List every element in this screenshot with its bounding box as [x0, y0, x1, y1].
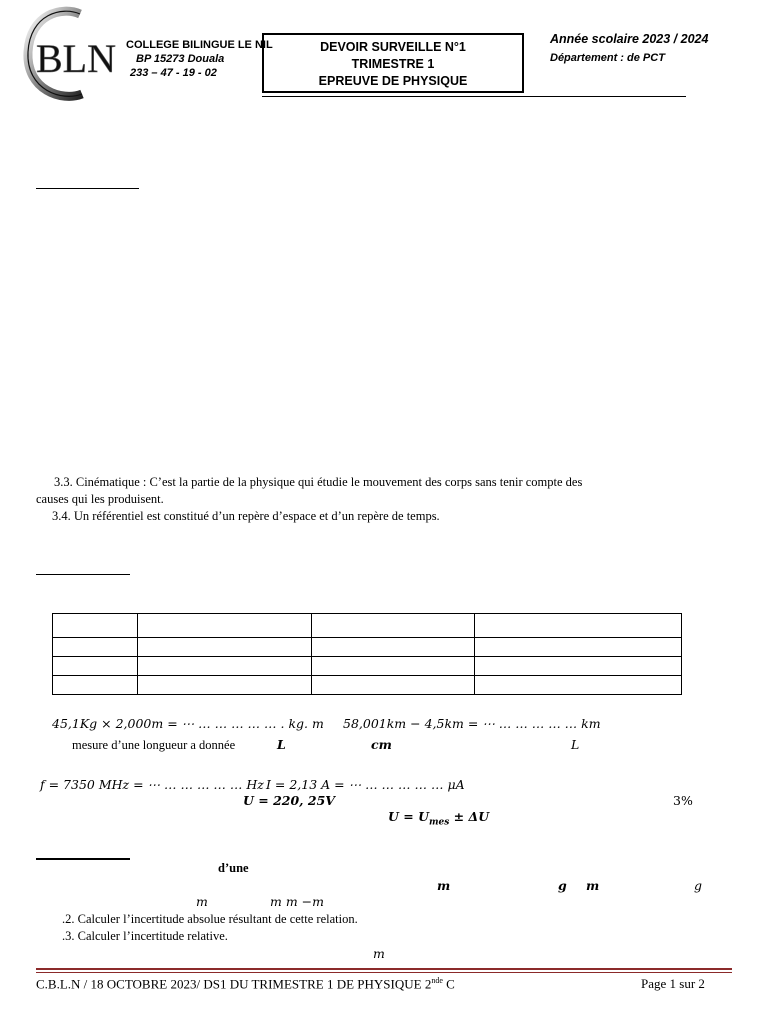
header-rule [262, 96, 686, 97]
section-heading-underline [36, 188, 139, 189]
table-row [53, 676, 682, 695]
question-2: .2. Calculer l’incertitude absolue résultant de cette relation. [62, 912, 358, 926]
table-cell [53, 638, 138, 657]
percent-value: 3% [673, 793, 693, 808]
frame-of-reference-line: 3.4. Un référentiel est constitué d’un repère d’espace et d’un repère de temps. [52, 509, 440, 523]
var-m-bold-1: m [437, 878, 451, 893]
answer-table [52, 613, 682, 695]
table-row [53, 638, 682, 657]
var-g-italic: g [694, 878, 703, 893]
voltage-mes-sub: mes [428, 817, 450, 828]
section-heading-underline [36, 574, 130, 575]
table-row [53, 614, 682, 638]
var-L: L [571, 737, 580, 752]
var-L-bold: L [277, 737, 286, 752]
var-m-italic-3: m [373, 946, 385, 961]
school-info [126, 38, 273, 80]
table-cell [311, 614, 475, 638]
conversion-eq4: I = 2,13 A = ⋯ … … … … … μA [266, 777, 465, 792]
exam-title-line3: EPREUVE DE PHYSIQUE [318, 74, 468, 88]
table-cell [475, 676, 682, 695]
school-bp: BP 15273 Douala [136, 53, 225, 65]
section-heading-underline [36, 858, 130, 860]
table-cell [53, 676, 138, 695]
school-name: COLLEGE BILINGUE LE NIL [126, 39, 273, 51]
table-cell [137, 657, 311, 676]
dune-text: d’une [218, 861, 249, 875]
unit-cm: cm [371, 737, 392, 752]
var-m-italic-1: m [196, 894, 208, 909]
footer-rule-thin [36, 972, 732, 973]
table-cell [137, 614, 311, 638]
table-row [53, 657, 682, 676]
voltage-mes-eq-tail: ± ΔU [449, 809, 490, 824]
conversion-eq2: 58,001km − 4,5km = ⋯ … … … … … km [343, 716, 601, 731]
var-m-bold-2: m [586, 878, 600, 893]
school-logo [22, 6, 122, 102]
question-3: .3. Calculer l’incertitude relative. [62, 929, 228, 943]
kinematics-paragraph [36, 474, 736, 525]
department: Département : de PCT [550, 52, 665, 64]
exam-title-box [262, 33, 524, 93]
voltage-mes-eq [388, 809, 489, 828]
voltage-eq: U = 220, 25V [243, 793, 335, 808]
table-cell [475, 614, 682, 638]
table-cell [53, 657, 138, 676]
page-number: Page 1 sur 2 [641, 976, 705, 991]
table-cell [475, 657, 682, 676]
kinematics-line2: causes qui les produisent. [36, 492, 164, 506]
footer-main: C.B.L.N / 18 OCTOBRE 2023/ DS1 DU TRIMESTRE 1 DE PHYSIQUE 2 [36, 976, 432, 992]
exam-title-line2: TRIMESTRE 1 [351, 57, 435, 71]
table-cell [137, 676, 311, 695]
svg-text:BLN: BLN [36, 36, 116, 81]
kinematics-line1: 3.3. Cinématique : C’est la partie de la physique qui étudie le mouvement des corps sans tenir compte des [54, 475, 583, 489]
conversion-eq3: f = 7350 MHz = ⋯ … … … … … Hz [40, 777, 264, 792]
table-cell [137, 638, 311, 657]
footer-sup: nde [431, 976, 443, 985]
table-cell [53, 614, 138, 638]
var-g-bold: g [558, 878, 567, 893]
footer-rule [36, 968, 732, 970]
table-cell [311, 657, 475, 676]
conversion-eq1: 45,1Kg × 2,000m = ⋯ … … … … … . kg. m [52, 716, 324, 731]
measure-text: mesure d’une longueur a donnée [72, 738, 236, 752]
school-phone: 233 – 47 - 19 - 02 [130, 67, 217, 79]
footer-text [36, 976, 455, 992]
var-m-italic-2: m m −m [270, 894, 324, 909]
table-cell [475, 638, 682, 657]
school-year: Année scolaire 2023 / 2024 [550, 32, 709, 46]
table-cell [311, 638, 475, 657]
voltage-mes-eq-main: U = U [388, 809, 429, 824]
footer-tail: C [442, 976, 455, 992]
exam-title-line1: DEVOIR SURVEILLE N°1 [320, 40, 466, 54]
table-cell [311, 676, 475, 695]
